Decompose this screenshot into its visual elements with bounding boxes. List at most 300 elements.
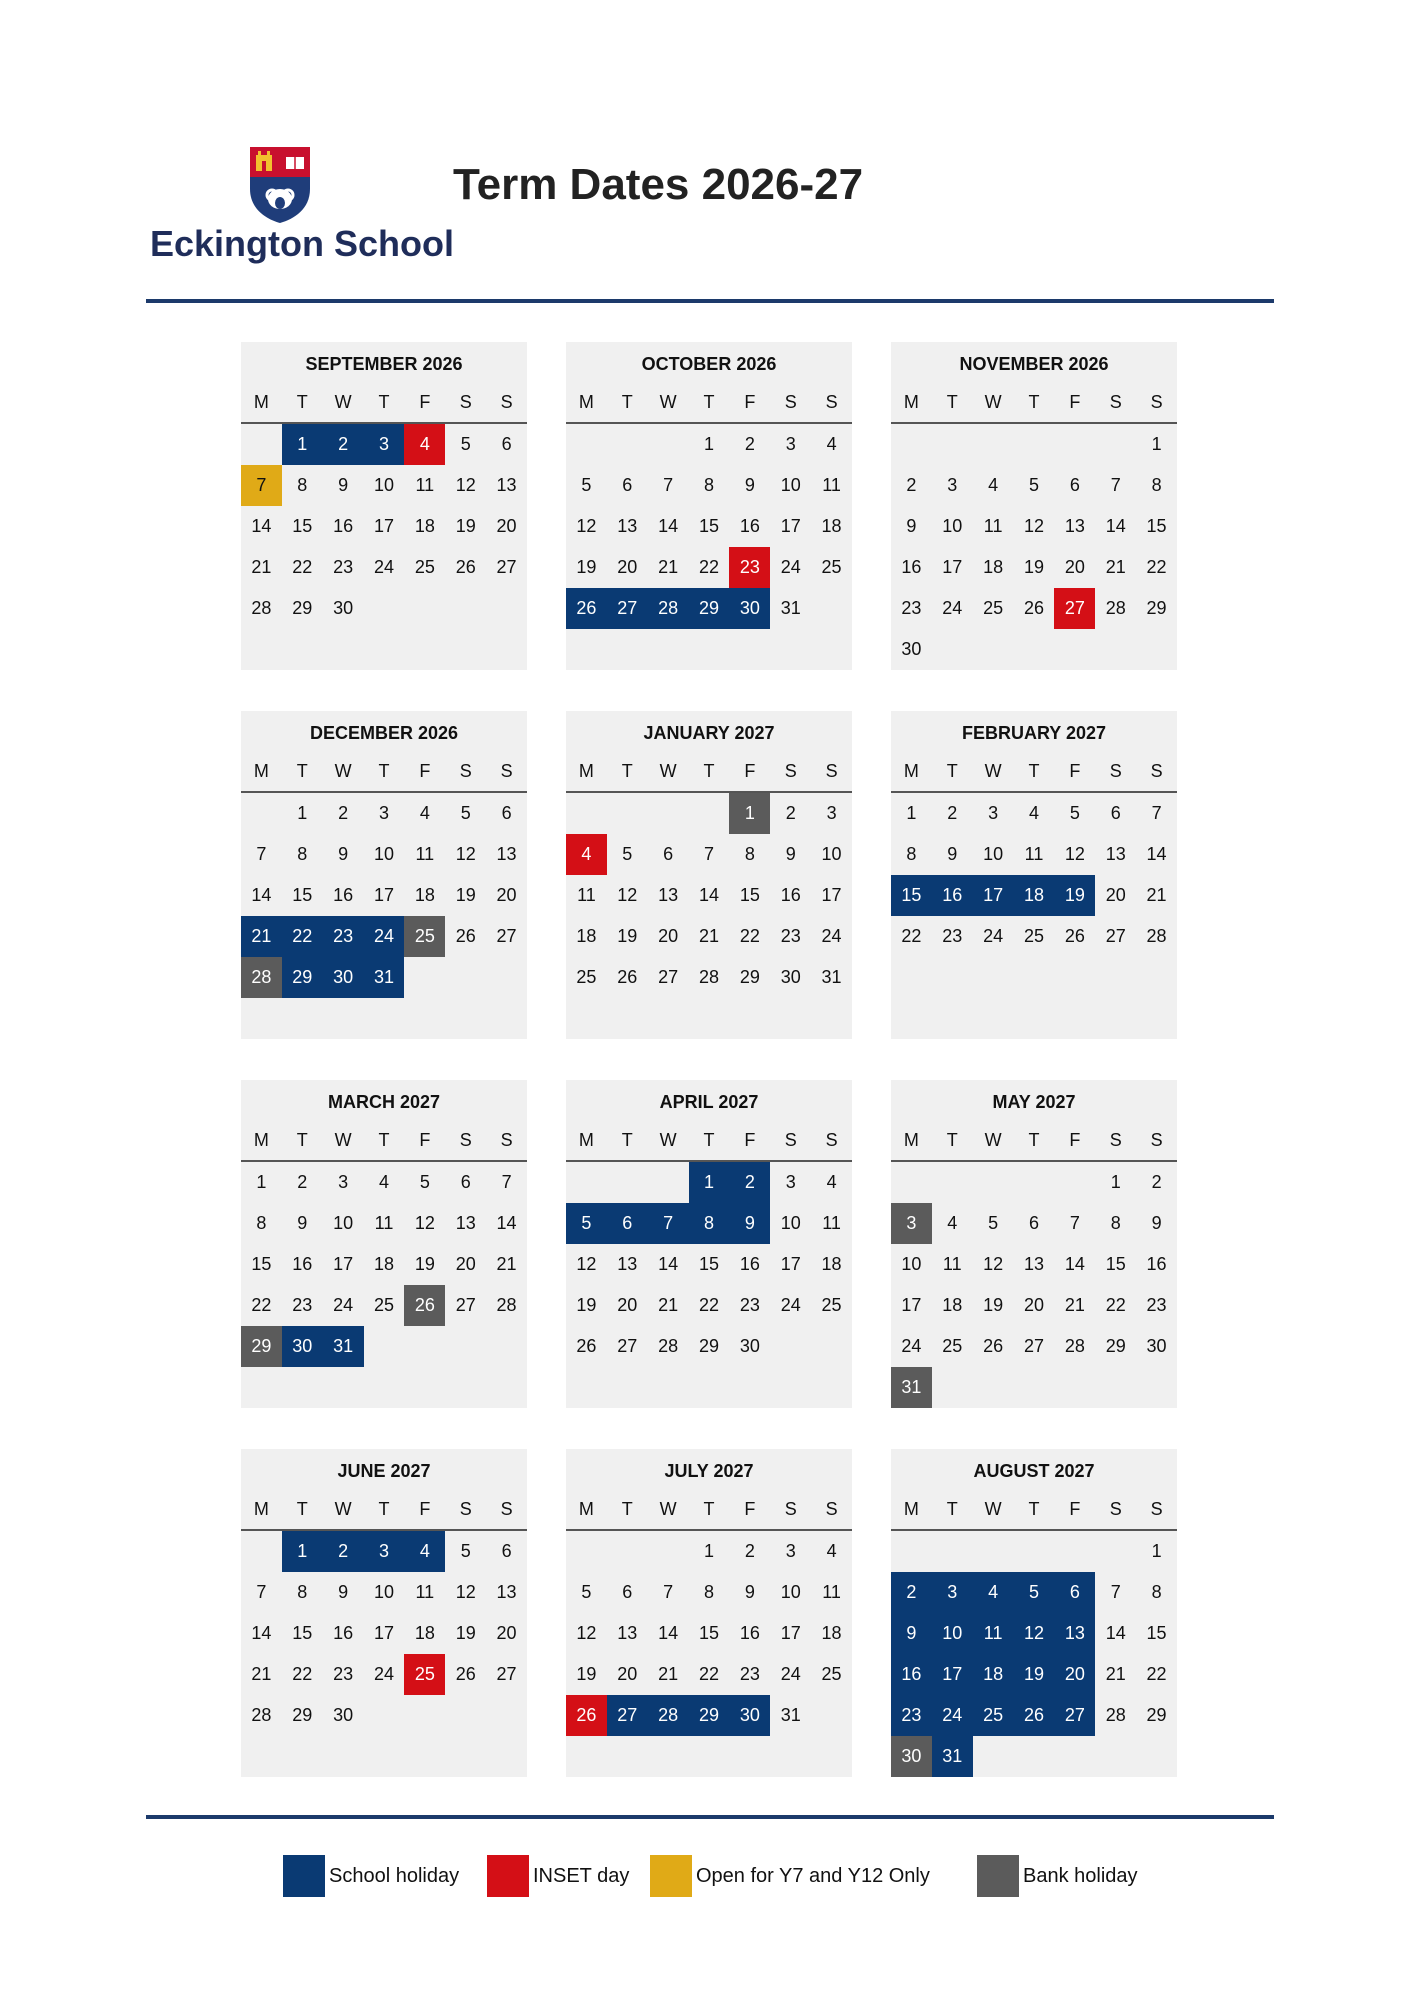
day-cell: 18 — [821, 1254, 842, 1274]
weekday-header: T — [703, 1499, 715, 1519]
weekday-header: T — [378, 761, 390, 781]
day-cell-holiday: 16 — [932, 875, 973, 916]
day-cell: 1 — [1151, 1541, 1162, 1561]
month-calendar — [566, 1449, 852, 1777]
day-cell: 19 — [617, 926, 638, 946]
empty-day-cell — [932, 1162, 973, 1203]
empty-day-cell — [891, 1162, 932, 1203]
weekday-header: S — [1150, 761, 1163, 781]
day-cell: 24 — [780, 1295, 801, 1315]
day-cell: 13 — [617, 1623, 638, 1643]
month-calendar — [891, 1080, 1177, 1408]
empty-day-cell — [566, 793, 607, 834]
day-cell: 28 — [1105, 598, 1126, 618]
weekday-header: T — [621, 1130, 633, 1150]
day-cell-holiday: 9 — [729, 1203, 770, 1244]
day-cell: 28 — [496, 1295, 517, 1315]
day-cell-holiday: 4 — [404, 1531, 445, 1572]
day-cell-holiday: 30 — [323, 957, 364, 998]
day-cell: 20 — [617, 557, 638, 577]
legend-swatch-school-holiday — [283, 1855, 325, 1897]
day-cell: 6 — [1110, 803, 1121, 823]
day-cell: 12 — [617, 885, 638, 905]
day-cell: 12 — [414, 1213, 435, 1233]
day-cell: 8 — [703, 475, 714, 495]
empty-day-cell — [973, 424, 1014, 465]
day-cell: 19 — [576, 1664, 597, 1684]
day-cell: 9 — [1151, 1213, 1162, 1233]
weekday-header-row — [566, 382, 852, 424]
day-cell: 14 — [658, 1623, 679, 1643]
day-cell: 13 — [617, 516, 638, 536]
day-cell: 29 — [1146, 1705, 1167, 1725]
day-cell: 20 — [1023, 1295, 1044, 1315]
day-cell: 9 — [906, 516, 917, 536]
day-grid — [566, 793, 852, 998]
day-cell: 10 — [983, 844, 1004, 864]
weekday-header: S — [1150, 1499, 1163, 1519]
month-calendar — [891, 1449, 1177, 1777]
empty-day-cell — [932, 1531, 973, 1572]
school-name: Eckington School — [150, 223, 455, 264]
day-cell: 3 — [378, 803, 389, 823]
day-cell-inset: 23 — [729, 547, 770, 588]
day-cell: 1 — [703, 434, 714, 454]
day-cell-holiday: 31 — [364, 957, 405, 998]
day-cell: 25 — [1023, 926, 1044, 946]
day-cell-holiday: 20 — [1054, 1654, 1095, 1695]
day-cell: 6 — [501, 1541, 512, 1561]
empty-day-cell — [1014, 1162, 1055, 1203]
day-cell: 12 — [576, 516, 597, 536]
empty-day-cell — [891, 1531, 932, 1572]
day-cell: 2 — [785, 803, 796, 823]
day-cell-holiday: 31 — [323, 1326, 364, 1367]
day-cell: 23 — [901, 598, 922, 618]
day-cell: 21 — [1105, 557, 1126, 577]
day-cell: 8 — [703, 1582, 714, 1602]
empty-day-cell — [1095, 424, 1136, 465]
weekday-header: F — [1069, 1499, 1081, 1519]
day-cell-inset: 4 — [566, 834, 607, 875]
day-grid — [241, 1162, 527, 1367]
day-cell: 18 — [576, 926, 597, 946]
day-cell-holiday: 2 — [323, 1531, 364, 1572]
day-cell-holiday: 4 — [973, 1572, 1014, 1613]
day-cell: 27 — [496, 1664, 517, 1684]
month-title: JULY 2027 — [664, 1461, 754, 1481]
day-cell: 13 — [496, 1582, 517, 1602]
day-cell: 18 — [414, 516, 435, 536]
day-cell: 30 — [333, 1705, 354, 1725]
empty-day-cell — [241, 424, 282, 465]
day-cell: 3 — [785, 434, 796, 454]
day-cell: 30 — [1146, 1336, 1167, 1356]
day-cell: 27 — [617, 1336, 638, 1356]
day-cell: 8 — [297, 844, 308, 864]
day-cell: 10 — [942, 516, 963, 536]
day-cell-holiday: 9 — [891, 1613, 932, 1654]
day-cell: 6 — [501, 803, 512, 823]
weekday-header: S — [459, 392, 472, 412]
day-cell: 10 — [373, 844, 394, 864]
weekday-header: T — [1028, 1130, 1040, 1150]
weekday-header-row — [241, 382, 527, 424]
day-cell: 12 — [1064, 844, 1085, 864]
legend — [0, 1855, 1415, 1897]
day-cell: 22 — [739, 926, 760, 946]
weekday-header: S — [459, 1130, 472, 1150]
day-cell: 19 — [576, 557, 597, 577]
weekday-header-row — [566, 751, 852, 793]
day-cell: 3 — [988, 803, 999, 823]
empty-day-cell — [241, 1531, 282, 1572]
day-cell: 10 — [333, 1213, 354, 1233]
weekday-header: S — [500, 1499, 513, 1519]
weekday-header: S — [784, 1130, 797, 1150]
day-cell-holiday: 1 — [282, 424, 323, 465]
day-cell-holiday: 3 — [364, 424, 405, 465]
day-cell: 23 — [292, 1295, 313, 1315]
day-cell: 19 — [983, 1295, 1004, 1315]
day-cell: 26 — [983, 1336, 1004, 1356]
day-cell: 24 — [821, 926, 842, 946]
day-cell-holiday: 19 — [1014, 1654, 1055, 1695]
weekday-header: M — [903, 1130, 919, 1150]
day-cell-holiday: 1 — [689, 1162, 730, 1203]
day-cell: 25 — [576, 967, 597, 987]
day-cell: 25 — [373, 1295, 394, 1315]
day-cell: 7 — [1151, 803, 1162, 823]
legend-swatch-bank-holiday — [977, 1855, 1019, 1897]
day-cell: 8 — [297, 1582, 308, 1602]
month-calendar — [241, 1080, 527, 1408]
day-cell: 16 — [292, 1254, 313, 1274]
day-cell: 9 — [338, 844, 349, 864]
legend-label: Open for Y7 and Y12 Only — [696, 1865, 930, 1887]
day-cell: 12 — [576, 1623, 597, 1643]
weekday-header-row — [891, 1120, 1177, 1162]
day-cell: 22 — [698, 557, 719, 577]
day-cell-holiday: 8 — [689, 1203, 730, 1244]
weekday-header: S — [500, 1130, 513, 1150]
day-cell: 3 — [947, 475, 958, 495]
day-cell: 25 — [942, 1336, 963, 1356]
day-cell: 14 — [1064, 1254, 1085, 1274]
day-cell: 4 — [947, 1213, 958, 1233]
weekday-header: F — [744, 1130, 756, 1150]
day-cell: 12 — [983, 1254, 1004, 1274]
day-cell-holiday: 29 — [282, 957, 323, 998]
month-title: JANUARY 2027 — [643, 723, 775, 743]
day-cell: 27 — [496, 557, 517, 577]
day-cell: 14 — [251, 516, 272, 536]
day-cell: 26 — [576, 1336, 597, 1356]
day-cell: 7 — [501, 1172, 512, 1192]
day-cell: 7 — [256, 1582, 267, 1602]
day-cell: 16 — [739, 516, 760, 536]
day-grid — [241, 424, 527, 629]
day-cell: 28 — [658, 1336, 679, 1356]
empty-day-cell — [973, 1531, 1014, 1572]
day-cell-holiday: 29 — [689, 588, 730, 629]
day-cell: 16 — [739, 1623, 760, 1643]
day-cell: 17 — [780, 1254, 801, 1274]
page-title: Term Dates 2026-27 — [453, 160, 864, 209]
day-cell-bank: 26 — [404, 1285, 445, 1326]
day-cell: 27 — [1105, 926, 1126, 946]
day-cell-holiday: 3 — [932, 1572, 973, 1613]
weekday-header: W — [334, 392, 352, 412]
day-cell: 18 — [414, 885, 435, 905]
day-cell: 27 — [1023, 1336, 1044, 1356]
school-logo — [150, 145, 455, 265]
day-cell: 21 — [658, 1664, 679, 1684]
day-cell: 6 — [663, 844, 674, 864]
weekday-header-row — [566, 1120, 852, 1162]
day-cell: 14 — [658, 516, 679, 536]
day-cell: 20 — [617, 1664, 638, 1684]
weekday-header: F — [744, 1499, 756, 1519]
day-cell-holiday: 28 — [648, 588, 689, 629]
day-cell: 16 — [780, 885, 801, 905]
weekday-header: S — [459, 1499, 472, 1519]
day-cell-inset: 26 — [566, 1695, 607, 1736]
empty-day-cell — [1054, 424, 1095, 465]
day-cell: 31 — [821, 967, 842, 987]
day-cell: 18 — [983, 557, 1004, 577]
day-cell: 23 — [942, 926, 963, 946]
day-cell: 30 — [901, 639, 922, 659]
empty-day-cell — [648, 424, 689, 465]
day-cell: 24 — [901, 1336, 922, 1356]
day-cell: 13 — [617, 1254, 638, 1274]
day-cell: 28 — [698, 967, 719, 987]
day-cell: 17 — [942, 557, 963, 577]
weekday-header: S — [825, 761, 838, 781]
day-cell: 24 — [983, 926, 1004, 946]
day-cell: 15 — [292, 1623, 313, 1643]
weekday-header: W — [984, 392, 1002, 412]
day-cell: 11 — [983, 516, 1003, 536]
day-cell: 22 — [292, 557, 313, 577]
weekday-header: F — [744, 392, 756, 412]
day-cell: 15 — [292, 516, 313, 536]
day-cell: 22 — [901, 926, 922, 946]
day-cell: 23 — [739, 1664, 760, 1684]
day-cell: 12 — [455, 1582, 476, 1602]
day-cell: 11 — [822, 475, 841, 495]
weekday-header: T — [1028, 761, 1040, 781]
day-cell: 22 — [1146, 557, 1167, 577]
day-cell: 4 — [419, 803, 430, 823]
empty-day-cell — [1014, 424, 1055, 465]
day-cell-inset: 4 — [404, 424, 445, 465]
day-cell-holiday: 5 — [1014, 1572, 1055, 1613]
weekday-header: S — [1109, 392, 1122, 412]
day-cell-holiday: 18 — [1014, 875, 1055, 916]
weekday-header: T — [946, 1499, 958, 1519]
month-title: MAY 2027 — [992, 1092, 1076, 1112]
empty-day-cell — [607, 424, 648, 465]
empty-day-cell — [1054, 1162, 1095, 1203]
day-cell: 27 — [455, 1295, 476, 1315]
day-cell: 20 — [1064, 557, 1085, 577]
day-cell: 16 — [333, 516, 354, 536]
day-cell: 11 — [822, 1582, 841, 1602]
day-cell: 8 — [297, 475, 308, 495]
day-cell: 10 — [901, 1254, 922, 1274]
empty-day-cell — [566, 1162, 607, 1203]
day-cell: 15 — [1105, 1254, 1126, 1274]
day-cell: 11 — [822, 1213, 841, 1233]
weekday-header: F — [419, 1499, 431, 1519]
weekday-header: T — [1028, 1499, 1040, 1519]
day-cell: 23 — [333, 557, 354, 577]
weekday-header: S — [784, 1499, 797, 1519]
day-cell: 14 — [1105, 1623, 1126, 1643]
day-cell: 24 — [780, 1664, 801, 1684]
month-calendar — [566, 342, 852, 670]
day-cell-holiday: 23 — [323, 916, 364, 957]
weekday-header: T — [703, 1130, 715, 1150]
day-cell: 10 — [780, 1213, 801, 1233]
day-cell: 15 — [739, 885, 760, 905]
weekday-header: T — [296, 392, 308, 412]
day-cell: 5 — [460, 1541, 471, 1561]
day-cell-bank: 31 — [891, 1367, 932, 1408]
day-cell: 7 — [1110, 475, 1121, 495]
weekday-header: M — [578, 1130, 594, 1150]
day-grid — [566, 1531, 852, 1736]
day-cell: 18 — [821, 1623, 842, 1643]
day-cell: 2 — [297, 1172, 308, 1192]
month-title: NOVEMBER 2026 — [959, 354, 1109, 374]
weekday-header-row — [241, 751, 527, 793]
day-cell-bank: 3 — [891, 1203, 932, 1244]
day-cell-holiday: 30 — [282, 1326, 323, 1367]
day-cell: 23 — [739, 1295, 760, 1315]
empty-day-cell — [566, 1531, 607, 1572]
day-cell: 25 — [821, 557, 842, 577]
day-cell: 24 — [942, 598, 963, 618]
day-cell: 9 — [338, 475, 349, 495]
day-cell: 13 — [496, 475, 517, 495]
empty-day-cell — [689, 793, 730, 834]
month-calendar — [566, 1080, 852, 1408]
day-cell: 12 — [455, 844, 476, 864]
day-cell: 7 — [663, 475, 674, 495]
weekday-header: W — [659, 392, 677, 412]
weekday-header: W — [334, 1130, 352, 1150]
school-crest-icon — [248, 145, 312, 225]
empty-day-cell — [932, 424, 973, 465]
day-cell: 1 — [906, 803, 917, 823]
day-cell: 18 — [373, 1254, 394, 1274]
day-cell: 14 — [658, 1254, 679, 1274]
weekday-header: W — [659, 761, 677, 781]
day-cell: 30 — [333, 598, 354, 618]
day-cell: 12 — [455, 475, 476, 495]
day-cell: 4 — [826, 1541, 837, 1561]
weekday-header: M — [578, 392, 594, 412]
day-cell: 19 — [1023, 557, 1044, 577]
day-cell: 1 — [1151, 434, 1162, 454]
weekday-header: S — [1150, 1130, 1163, 1150]
day-cell: 14 — [698, 885, 719, 905]
weekday-header-row — [891, 1489, 1177, 1531]
day-cell: 21 — [1105, 1664, 1126, 1684]
day-cell: 17 — [780, 1623, 801, 1643]
day-cell: 20 — [617, 1295, 638, 1315]
weekday-header: W — [659, 1130, 677, 1150]
day-cell-holiday: 27 — [607, 588, 648, 629]
weekday-header: S — [1109, 1130, 1122, 1150]
empty-day-cell — [607, 1162, 648, 1203]
day-cell: 29 — [698, 1336, 719, 1356]
day-cell: 25 — [414, 557, 435, 577]
weekday-header: F — [1069, 1130, 1081, 1150]
day-cell: 11 — [415, 1582, 435, 1602]
day-cell-holiday: 17 — [932, 1654, 973, 1695]
day-cell: 19 — [455, 1623, 476, 1643]
day-cell: 22 — [251, 1295, 272, 1315]
day-cell: 14 — [251, 1623, 272, 1643]
month-title: AUGUST 2027 — [973, 1461, 1095, 1481]
weekday-header: T — [1028, 392, 1040, 412]
day-cell-holiday: 10 — [932, 1613, 973, 1654]
day-cell: 4 — [1028, 803, 1039, 823]
day-cell: 13 — [1105, 844, 1126, 864]
day-cell: 25 — [821, 1295, 842, 1315]
calendar-grid — [241, 342, 1177, 1777]
day-cell: 23 — [1146, 1295, 1167, 1315]
day-cell: 31 — [780, 598, 801, 618]
day-cell: 21 — [698, 926, 719, 946]
day-cell: 13 — [658, 885, 679, 905]
day-cell: 2 — [338, 803, 349, 823]
day-grid — [891, 1162, 1177, 1408]
day-cell: 15 — [1146, 1623, 1167, 1643]
day-cell-holiday: 27 — [607, 1695, 648, 1736]
day-cell: 15 — [292, 885, 313, 905]
empty-day-cell — [648, 793, 689, 834]
day-cell: 9 — [297, 1213, 308, 1233]
day-cell: 3 — [785, 1172, 796, 1192]
day-cell-holiday: 12 — [1014, 1613, 1055, 1654]
day-grid — [241, 793, 527, 998]
day-cell: 23 — [333, 1664, 354, 1684]
empty-day-cell — [1054, 1531, 1095, 1572]
day-cell-holiday: 16 — [891, 1654, 932, 1695]
day-cell: 16 — [901, 557, 922, 577]
day-cell: 22 — [1146, 1664, 1167, 1684]
weekday-header: T — [621, 761, 633, 781]
day-cell: 28 — [1146, 926, 1167, 946]
day-cell: 2 — [947, 803, 958, 823]
day-cell-holiday: 6 — [1054, 1572, 1095, 1613]
day-cell: 4 — [988, 475, 999, 495]
day-cell: 29 — [292, 1705, 313, 1725]
day-cell: 9 — [785, 844, 796, 864]
day-cell: 5 — [1028, 475, 1039, 495]
weekday-header: W — [659, 1499, 677, 1519]
day-cell: 21 — [251, 1664, 272, 1684]
day-cell: 11 — [577, 885, 596, 905]
weekday-header: W — [984, 1130, 1002, 1150]
day-cell: 7 — [1110, 1582, 1121, 1602]
day-cell: 21 — [1146, 885, 1167, 905]
